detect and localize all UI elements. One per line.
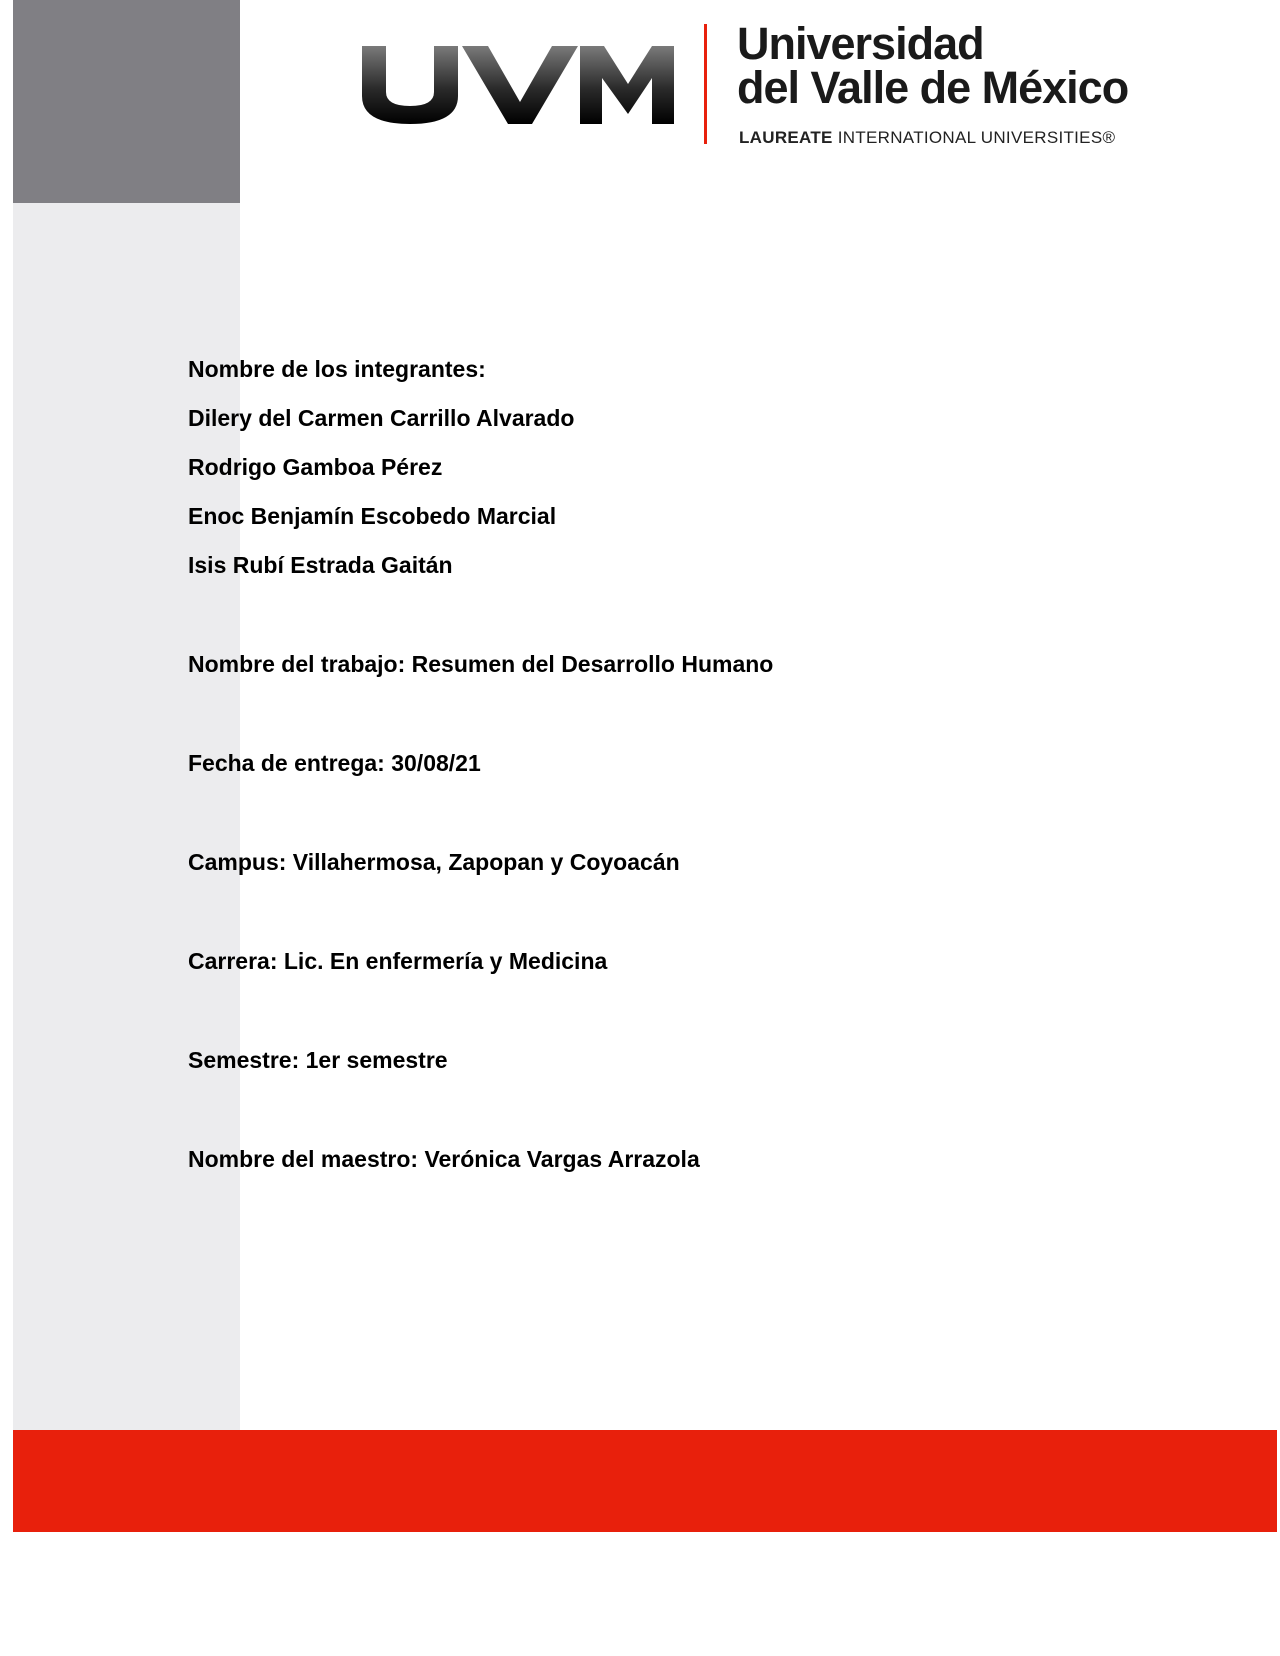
university-name-line2: del Valle de México — [737, 62, 1129, 113]
logo-letter-m — [580, 46, 674, 124]
career: Carrera: Lic. En enfermería y Medicina — [188, 948, 608, 974]
due-date: Fecha de entrega: 30/08/21 — [188, 750, 481, 776]
side-band-dark — [13, 0, 240, 203]
tagline-rest: INTERNATIONAL UNIVERSITIES® — [837, 128, 1116, 147]
member-name: Enoc Benjamín Escobedo Marcial — [188, 503, 557, 529]
tagline-strong: LAUREATE — [739, 128, 833, 147]
work-title: Nombre del trabajo: Resumen del Desarrollo Humano — [188, 651, 774, 677]
uvm-logo-mark — [360, 40, 675, 130]
semester: Semestre: 1er semestre — [188, 1047, 448, 1073]
logo-letter-v — [462, 46, 578, 124]
laureate-tagline — [739, 128, 1115, 148]
campus: Campus: Villahermosa, Zapopan y Coyoacán — [188, 849, 680, 875]
member-name: Dilery del Carmen Carrillo Alvarado — [188, 405, 575, 431]
member-name: Isis Rubí Estrada Gaitán — [188, 552, 453, 578]
university-name — [737, 18, 1129, 113]
logo-divider — [704, 24, 707, 144]
members-heading: Nombre de los integrantes: — [188, 356, 486, 382]
footer-red-band — [13, 1430, 1277, 1532]
university-name-line1: Universidad — [737, 18, 984, 69]
teacher-name: Nombre del maestro: Verónica Vargas Arrazola — [188, 1146, 700, 1172]
member-name: Rodrigo Gamboa Pérez — [188, 454, 443, 480]
logo-letter-u — [362, 46, 458, 124]
cover-content — [188, 345, 1188, 1184]
